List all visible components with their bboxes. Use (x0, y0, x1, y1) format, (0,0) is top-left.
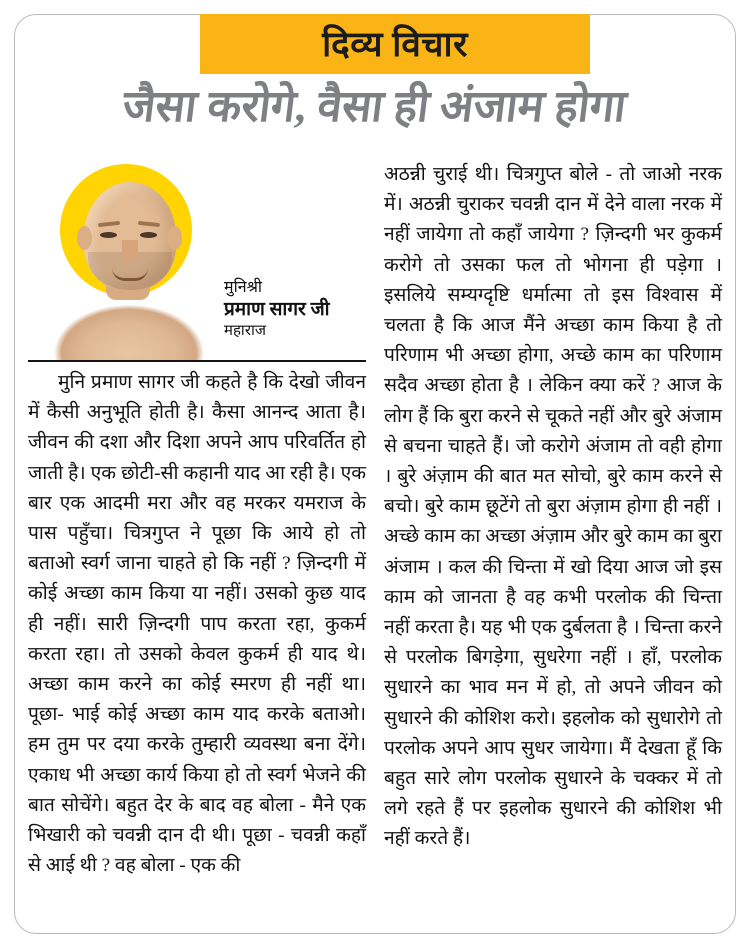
column-right (384, 160, 722, 855)
article-body-right: अठन्नी चुराई थी। चित्रगुप्त बोले - तो जाओ नरक में। अठन्नी चुराकर चवन्नी दान में देने वाला नरक में नहीं जायेगा तो कहाँ जायेगा ? ज़िन्दगी भर कुकर्म करोगे तो उसका फल तो भोगना ही पड़ेगा । इसलिये सम्यग्दृष्टि धर्मात्मा तो इस विश्वास में चलता है कि आज मैंने अच्छा काम किया है तो परिणाम भी अच्छा होगा, अच्छे काम का परिणाम सदैव अच्छा होता है । लेकिन क्या करें ? आज के लोग हैं कि बुरा करने से चूकते नहीं और बुरे अंजाम से बचना चाहते हैं। जो करोगे अंजाम तो वही होगा । बुरे अंज़ाम की बात मत सोचो, बुरे काम करने से बचो। बुरे काम छूटेंगे तो बुरा अंज़ाम होगा ही नहीं । अच्छे काम का अच्छा अंज़ाम और बुरे काम का बुरा अंजाम । कल की चिन्ता में खो दिया आज जो इस काम को जानता है वह कभी परलोक की चिन्ता नहीं करता है। यह भी एक दुर्बलता है । चिन्ता करने से परलोक बिगड़ेगा, सुधरेगा नहीं । हाँ, परलोक सुधारने का भाव मन में हो, तो अपने जीवन को सुधारने की कोशिश करो। इहलोक को सुधारोगे तो परलोक अपने आप सुधर जायेगा। मैं देखता हूँ कि बहुत सारे लोग परलोक सुधारने के चक्कर में तो लगे रहते हैं पर इहलोक सुधारने की कोशिश भी नहीं करते हैं। (384, 164, 722, 850)
column-divider-rule (28, 360, 366, 362)
author-portrait (46, 164, 214, 356)
byline-name: प्रमाण सागर जी (224, 299, 330, 320)
article-body-left: मुनि प्रमाण सागर जी कहते है कि देखो जीवन में कैसी अनुभूति होती है। कैसा आनन्द आता है। जीवन की दशा और दिशा अपने आप परिवर्तित हो जाती है। एक छोटी-सी कहानी याद आ रही है। एक बार एक आदमी मरा और वह मरकर यमराज के पास पहुँचा। चित्रगुप्त ने पूछा कि आये हो तो बताओ स्वर्ग जाना चाहते हो कि नहीं ? ज़िन्दगी में कोई अच्छा काम किया या नहीं। उसको कुछ याद ही नहीं। सारी ज़िन्दगी पाप करता रहा, कुकर्म करता रहा। तो उसको केवल कुकर्म ही याद थे। अच्छा काम करने का कोई स्मरण ही नहीं था। पूछा- भाई कोई अच्छा काम याद करके बताओ। हम तुम पर दया करके तुम्हारी व्यवस्था बना देंगे। एकाध भी अच्छा कार्य किया हो तो स्वर्ग भेजने की बात सोचेंगे। बहुत देर के बाद वह बोला - मैने एक भिखारी को चवन्नी दान दी थी। पूछा - चवन्नी कहाँ से आई थी ? वह बोला - एक की (28, 372, 366, 877)
column-left (28, 160, 366, 881)
byline (224, 278, 366, 341)
portrait-eye-left (100, 232, 117, 238)
portrait-eye-right (140, 232, 157, 238)
portrait-ear-left (77, 226, 92, 250)
masthead-banner (200, 14, 590, 74)
headline-text: जैसा करोगे, वैसा ही अंजाम होगा (120, 82, 630, 131)
byline-prefix: मुनिश्री (224, 279, 263, 296)
author-block (28, 160, 366, 356)
portrait-nose (122, 240, 138, 262)
headline (0, 82, 750, 131)
byline-suffix: महाराज (224, 322, 266, 339)
article-columns (28, 160, 722, 920)
masthead-title: दिव्य विचार (322, 24, 468, 64)
portrait-ear-right (167, 226, 182, 250)
